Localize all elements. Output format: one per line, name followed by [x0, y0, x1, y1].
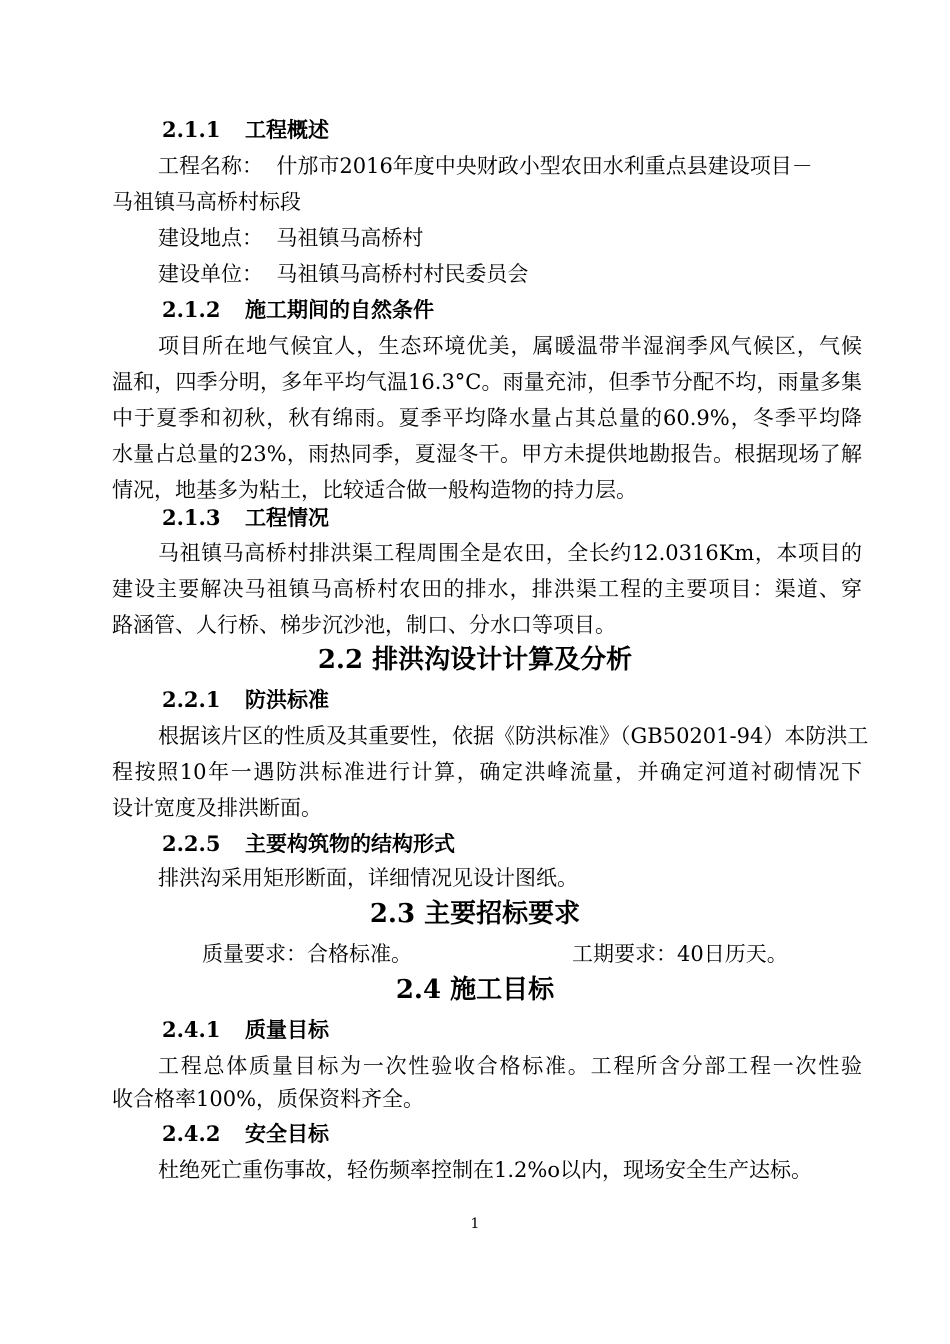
section-heading-2-4: 2.4 施工目标 — [395, 975, 555, 1005]
section-heading-2-2-1: 2.2.1 防洪标准 — [162, 687, 329, 712]
paragraph-line: 路涵管、人行桥、梯步沉沙池，制口、分水口等项目。 — [112, 613, 616, 637]
section-heading-2-1-2: 2.1.2 施工期间的自然条件 — [162, 297, 434, 322]
paragraph-line: 工程总体质量目标为一次性验收合格标准。工程所含分部工程一次性验 — [158, 1054, 862, 1078]
section-heading-2-2-5: 2.2.5 主要构筑物的结构形式 — [162, 831, 455, 856]
paragraph-line: 温和，四季分明，多年平均气温16.3°C。雨量充沛，但季节分配不均，雨量多集 — [112, 370, 862, 394]
paragraph-line: 收合格率100%，质保资料齐全。 — [112, 1087, 425, 1111]
quality-requirement: 质量要求：合格标准。 — [202, 942, 412, 966]
section-heading-2-1-3: 2.1.3 工程情况 — [162, 505, 329, 530]
section-heading-2-2: 2.2 排洪沟设计计算及分析 — [317, 645, 633, 675]
project-name-continuation: 马祖镇马高桥村标段 — [112, 190, 301, 214]
paragraph-line: 设计宽度及排洪断面。 — [112, 796, 322, 820]
paragraph-line: 程按照10年一遇防洪标准进行计算，确定洪峰流量，并确定河道衬砌情况下 — [112, 760, 862, 784]
paragraph-line: 根据该片区的性质及其重要性，依据《防洪标准》（GB50201-94）本防洪工 — [158, 724, 869, 748]
section-heading-2-4-2: 2.4.2 安全目标 — [162, 1121, 329, 1146]
section-heading-2-3: 2.3 主要招标要求 — [369, 899, 581, 929]
paragraph-line: 马祖镇马高桥村排洪渠工程周围全是农田，全长约12.0316Km，本项目的 — [158, 541, 862, 565]
project-name-line: 工程名称： 什邡市2016年度中央财政小型农田水利重点县建设项目－ — [158, 154, 813, 178]
paragraph-line: 项目所在地气候宜人，生态环境优美，属暖温带半湿润季风气候区，气候 — [158, 334, 862, 358]
schedule-requirement: 工期要求：40日历天。 — [572, 942, 788, 966]
project-location-line: 建设地点： 马祖镇马高桥村 — [158, 226, 424, 250]
paragraph-line: 排洪沟采用矩形断面，详细情况见设计图纸。 — [158, 866, 578, 890]
paragraph-line: 建设主要解决马祖镇马高桥村农田的排水，排洪渠工程的主要项目：渠道、穿 — [112, 577, 862, 601]
page-number: 1 — [470, 1216, 480, 1232]
paragraph-line: 中于夏季和初秋，秋有绵雨。夏季平均降水量占其总量的60.9%，冬季平均降 — [112, 406, 862, 430]
paragraph-line: 情况，地基多为粘土，比较适合做一般构造物的持力层。 — [112, 478, 637, 502]
paragraph-line: 水量占总量的23%，雨热同季，夏湿冬干。甲方未提供地勘报告。根据现场了解 — [112, 442, 862, 466]
section-heading-2-4-1: 2.4.1 质量目标 — [162, 1017, 329, 1042]
section-heading-2-1-1: 2.1.1 工程概述 — [162, 117, 329, 142]
project-owner-line: 建设单位： 马祖镇马高桥村村民委员会 — [158, 262, 529, 286]
paragraph-line: 杜绝死亡重伤事故，轻伤频率控制在1.2%o以内，现场安全生产达标。 — [158, 1158, 812, 1182]
